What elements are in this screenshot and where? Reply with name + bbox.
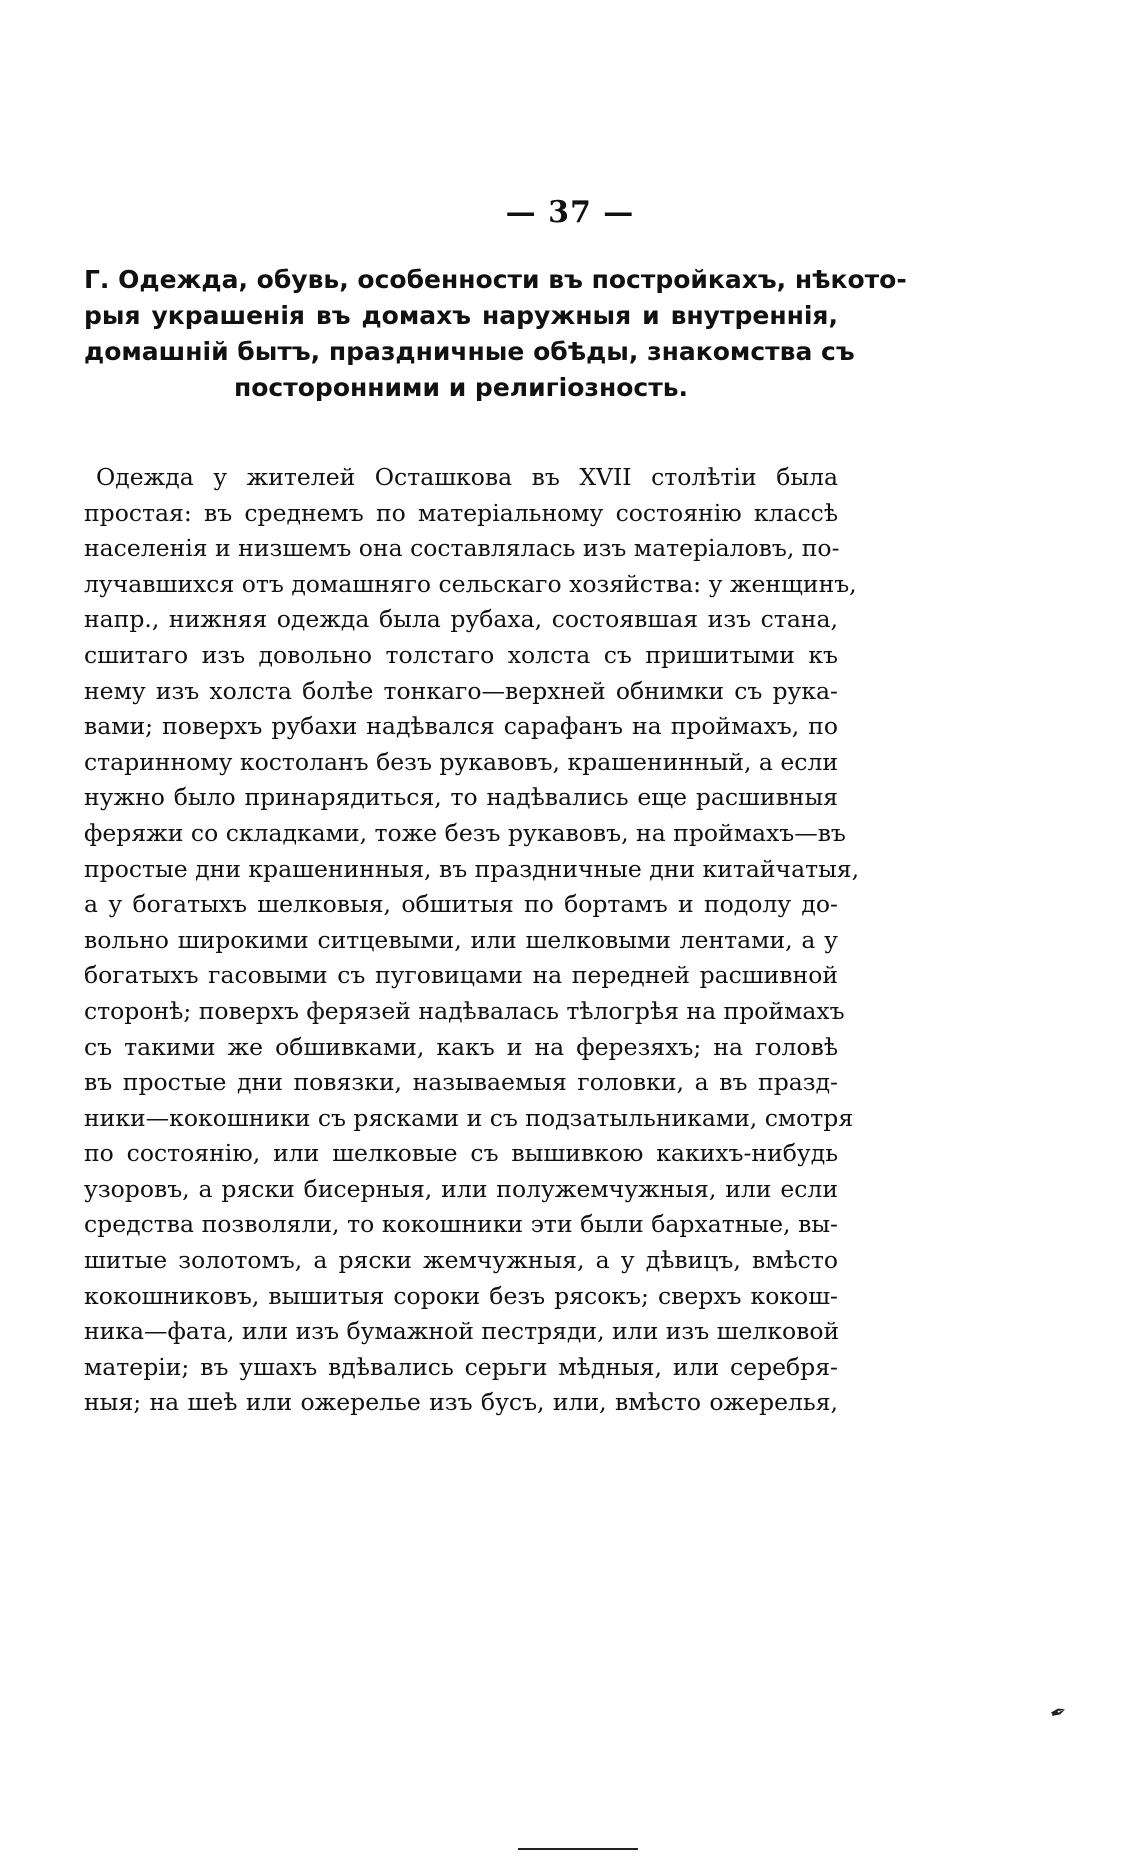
text-line: ника—фата, или изъ бумажной пестряди, или изъ шелковой	[84, 1317, 840, 1346]
heading-line: Г. Одежда, обувь, особенности въ постройкахъ, нѣкото-	[84, 265, 907, 294]
text-line: матеріи; въ ушахъ вдѣвались серьги мѣдныя, или серебря-	[84, 1352, 838, 1381]
text-line: Одежда у жителей Осташкова въ XVII столѣтіи была	[96, 463, 838, 491]
heading-line: домашній бытъ, праздничные обѣды, знакомства съ	[84, 337, 855, 366]
text-line: населенія и низшемъ она составлялась изъ матеріаловъ, по-	[84, 534, 840, 563]
text-line: старинному костоланъ безъ рукавовъ, крашенинный, а если	[84, 747, 839, 776]
section-heading	[84, 262, 907, 406]
text-line: нужно было принарядиться, то надѣвались еще расшивныя	[84, 783, 838, 812]
text-line: нему изъ холста болѣе тонкаго—верхней обнимки съ рука-	[84, 676, 838, 705]
text-line: вами; поверхъ рубахи надѣвался сарафанъ на проймахъ, по	[84, 712, 838, 741]
heading-line: рыя украшенія въ домахъ наружныя и внутреннія,	[84, 301, 838, 330]
text-line: узоровъ, а ряски бисерныя, или полужемчужныя, или если	[84, 1174, 838, 1203]
text-line: феряжи со складками, тоже безъ рукавовъ, на проймахъ—въ	[84, 818, 846, 847]
body-paragraph	[84, 460, 860, 1421]
text-line: съ такими же обшивками, какъ и на ферезяхъ; на головѣ	[84, 1032, 838, 1061]
text-line: богатыхъ гасовыми съ пуговицами на передней расшивной	[84, 961, 838, 990]
text-line: сторонѣ; поверхъ ферязей надѣвалась тѣлогрѣя на проймахъ	[84, 996, 845, 1025]
text-line: шитые золотомъ, а ряски жемчужныя, а у дѣвицъ, вмѣсто	[84, 1246, 838, 1275]
ink-mark: ✒	[1046, 1697, 1071, 1727]
page-number: — 37 —	[505, 195, 635, 230]
text-line: кокошниковъ, вышитыя сороки безъ рясокъ; сверхъ кокош-	[84, 1281, 838, 1310]
text-line: средства позволяли, то кокошники эти были бархатные, вы-	[84, 1210, 838, 1239]
text-line: вольно широкими ситцевыми, или шелковыми лентами, а у	[84, 925, 838, 954]
text-line: ныя; на шеѣ или ожерелье изъ бусъ, или, вмѣсто ожерелья,	[84, 1388, 838, 1417]
text-line: въ простые дни повязки, называемыя головки, а въ празд-	[84, 1068, 838, 1097]
text-line: простые дни крашенинныя, въ праздничные дни китайчатыя,	[84, 854, 860, 883]
heading-line: посторонними и религіозность.	[233, 373, 689, 402]
text-line: по состоянію, или шелковые съ вышивкою какихъ-нибудь	[84, 1139, 838, 1168]
text-line: лучавшихся отъ домашняго сельскаго хозяйства: у женщинъ,	[84, 569, 857, 598]
footer-rule	[518, 1848, 638, 1850]
text-line: ники—кокошники съ рясками и съ подзатыльниками, смотря	[84, 1103, 854, 1132]
text-line: сшитаго изъ довольно толстаго холста съ пришитыми къ	[84, 640, 838, 669]
text-line: а у богатыхъ шелковыя, обшитыя по бортамъ и подолу до-	[84, 890, 838, 919]
text-line: напр., нижняя одежда была рубаха, состоявшая изъ стана,	[84, 605, 838, 634]
text-line: простая: въ среднемъ по матеріальному состоянію классѣ	[84, 498, 838, 527]
